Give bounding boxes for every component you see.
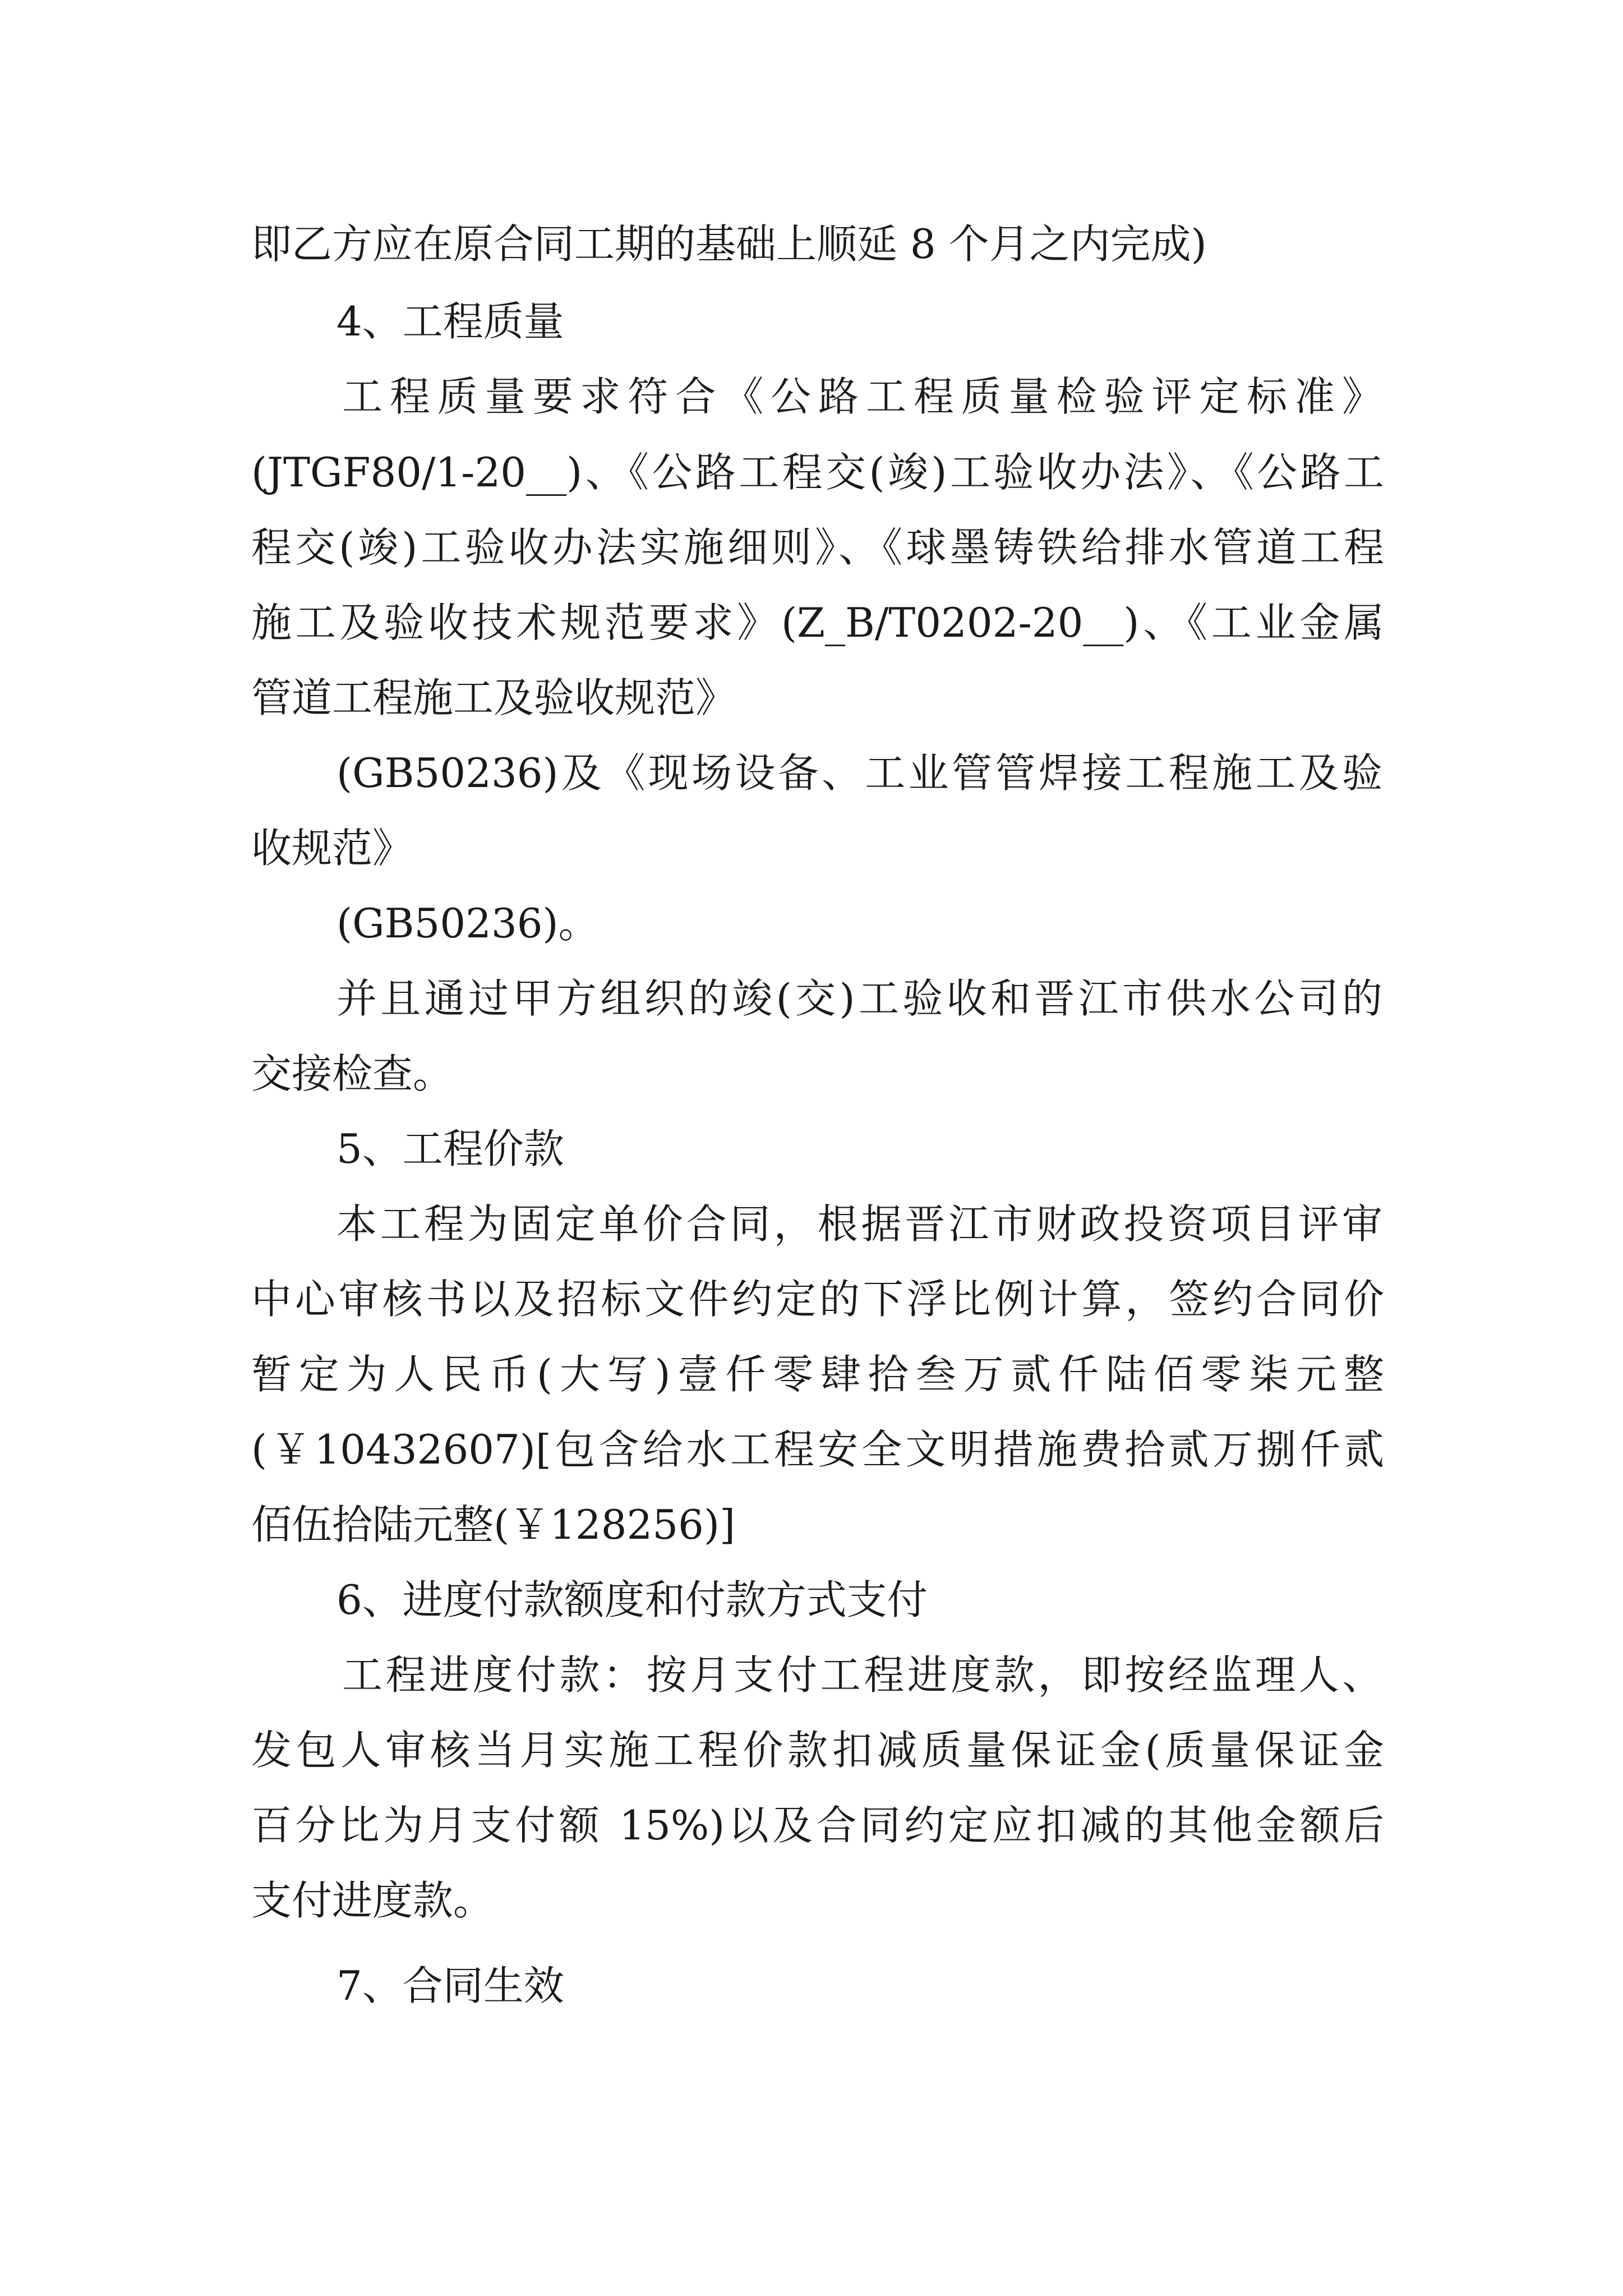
paragraph-line: 发包人审核当月实施工程价款扣减质量保证金(质量保证金 [251,1727,1384,1774]
paragraph-line: (GB50236)。 [336,900,599,947]
paragraph-line: 百分比为月支付额 15%)以及合同约定应扣减的其他金额后 [251,1802,1384,1849]
section-heading-quality: 4、工程质量 [336,298,564,345]
paragraph-line: 工程质量要求符合《公路工程质量检验评定标准》 [342,373,1382,420]
paragraph-line: (GB50236)及《现场设备、工业管管焊接工程施工及验 [336,749,1382,797]
paragraph-line: (￥10432607)[包含给水工程安全文明措施费拾贰万捌仟贰 [251,1426,1384,1473]
paragraph-line: 即乙方应在原合同工期的基础上顺延 8 个月之内完成) [251,220,1207,268]
paragraph-line: (JTGF80/1-20__)、《公路工程交(竣)工验收办法》、《公路工 [251,449,1384,496]
paragraph-line: 管道工程施工及验收规范》 [251,674,736,721]
paragraph-line: 中心审核书以及招标文件约定的下浮比例计算，签约合同价 [251,1276,1384,1323]
paragraph-line: 并且通过甲方组织的竣(交)工验收和晋江市供水公司的 [336,975,1382,1022]
paragraph-line: 本工程为固定单价合同，根据晋江市财政投资项目评审 [336,1200,1382,1248]
paragraph-line: 佰伍拾陆元整(￥128256)] [251,1501,736,1548]
paragraph-line: 收规范》 [251,825,413,872]
paragraph-line: 暂定为人民币(大写)壹仟零肆拾叁万贰仟陆佰零柒元整 [251,1351,1384,1398]
section-heading-payment: 6、进度付款额度和付款方式支付 [336,1576,928,1623]
section-heading-price: 5、工程价款 [336,1125,564,1172]
paragraph-line: 程交(竣)工验收办法实施细则》、《球墨铸铁给排水管道工程 [251,524,1384,571]
paragraph-line: 支付进度款。 [251,1877,494,1924]
paragraph-line: 交接检查。 [251,1050,454,1097]
paragraph-line: 工程进度付款：按月支付工程进度款，即按经监理人、 [342,1651,1382,1699]
paragraph-line: 施工及验收技术规范要求》(Z_B/T0202-20__)、《工业金属 [251,599,1384,646]
section-heading-effect: 7、合同生效 [336,1962,564,2009]
